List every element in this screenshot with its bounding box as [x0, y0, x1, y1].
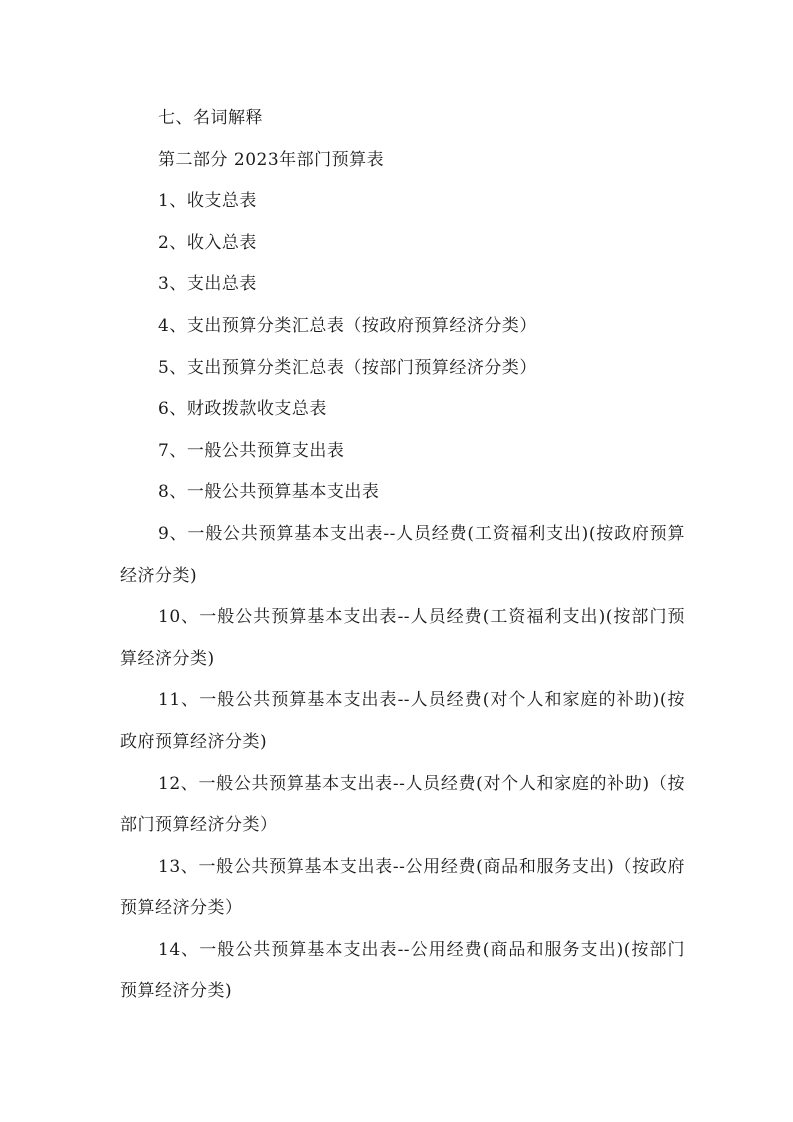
toc-item-14: 14、一般公共预算基本支出表--公用经费(商品和服务支出)(按部门预算经济分类)	[120, 939, 685, 1002]
toc-item-4: 4、支出预算分类汇总表（按政府预算经济分类）	[158, 315, 537, 336]
toc-item-13: 13、一般公共预算基本支出表--公用经费(商品和服务支出)（按政府预算经济分类）	[120, 856, 685, 919]
toc-item-3: 3、支出总表	[158, 274, 257, 295]
toc-item-12: 12、一般公共预算基本支出表--人员经费(对个人和家庭的补助)（按部门预算经济分类）	[120, 773, 685, 836]
toc-item-1: 1、收支总表	[158, 191, 257, 212]
toc-item-5: 5、支出预算分类汇总表（按部门预算经济分类）	[158, 357, 537, 378]
toc-item-7: 7、一般公共预算支出表	[158, 440, 345, 461]
toc-item-9: 9、一般公共预算基本支出表--人员经费(工资福利支出)(按政府预算经济分类)	[120, 523, 685, 586]
toc-item-11: 11、一般公共预算基本支出表--人员经费(对个人和家庭的补助)(按政府预算经济分类)	[120, 690, 685, 752]
toc-item-section-7: 七、名词解释	[158, 108, 263, 128]
toc-item-6: 6、财政拨款收支总表	[158, 399, 327, 420]
toc-item-8: 8、一般公共预算基本支出表	[158, 482, 380, 503]
toc-item-2: 2、收入总表	[158, 232, 257, 253]
table-of-contents	[120, 98, 685, 1013]
toc-item-part-2: 第二部分 2023年部门预算表	[158, 149, 385, 170]
toc-item-10: 10、一般公共预算基本支出表--人员经费(工资福利支出)(按部门预算经济分类)	[120, 607, 685, 669]
